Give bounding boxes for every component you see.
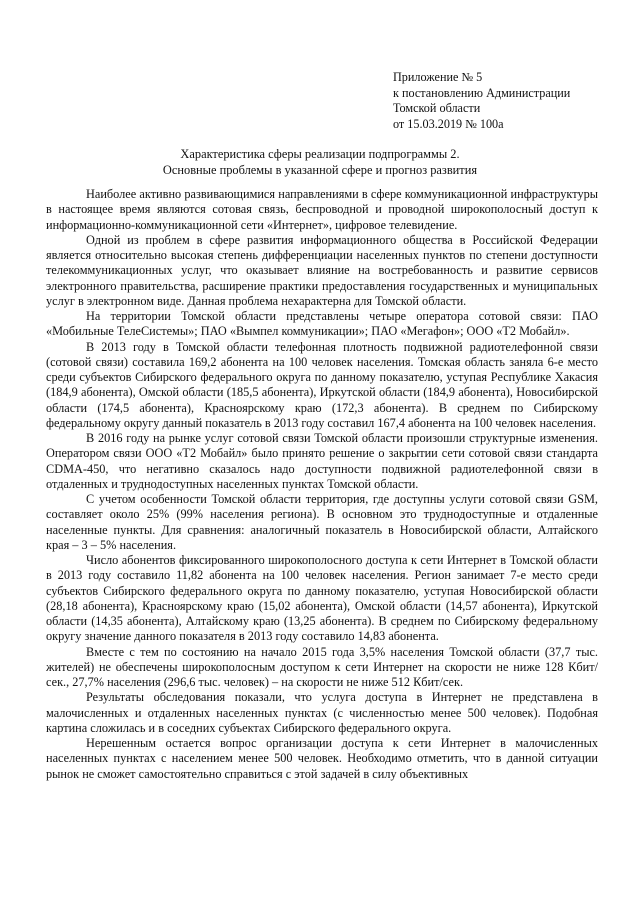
paragraph: В 2016 году на рынке услуг сотовой связи Томской области произошли структурные изменения. Оператором связи ООО «Т2 Мобайл» было принято решение о закрытии сети сотовой связи стандарта CDMA-450, что негативно сказалось надо доступности подвижной радиотелефонной связи в отдаленных и труднодоступных населенных пунктах Томской области. — [46, 431, 598, 491]
appendix-region: Томской области — [393, 101, 481, 116]
appendix-date: от 15.03.2019 № 100а — [393, 116, 504, 131]
paragraph: Одной из проблем в сфере развития информационного общества в Российской Федерации является относительно высокая степень дифференциации населенных пунктов по степени доступности телекоммуникационных услуг, что оказывает влияние на востребованность и развитие сервисов электронного правительства, расширение практики предоставления государственных и муниципальных услуг в электронном виде. Данная проблема нехарактерна для Томской области. — [46, 232, 598, 308]
document-body — [46, 187, 598, 782]
appendix-header — [393, 70, 613, 132]
paragraph: Число абонентов фиксированного широкополосного доступа к сети Интернет в Томской области в 2013 году составило 11,82 абонента на 100 человек населения. Регион занимает 7-е место среди субъектов Сибирского федерального округа по данному показателю, уступая Новосибирской области (28,18 абонента), Красноярскому краю (15,02 абонента), Омской области (14,57 абонента), Иркутской области (14,35 абонента), Алтайскому краю (13,25 абонента). В среднем по Сибирскому федеральному округу значение данного показателя в 2013 году составило 14,83 абонента. — [46, 553, 598, 644]
paragraph: Нерешенным остается вопрос организации доступа к сети Интернет в малочисленных населенных пунктах с населением менее 500 человек. Необходимо отметить, что в данной ситуации рынок не сможет самостоятельно справиться с этой задачей в силу объективных — [46, 736, 598, 781]
paragraph: Вместе с тем по состоянию на начало 2015 года 3,5% населения Томской области (37,7 тыс. жителей) не обеспечены широкополосным доступом к сети Интернет на скорости не ниже 128 Кбит/сек., 27,7% населения (296,6 тыс. человек) – на скорости не ниже 512 Кбит/сек. — [46, 644, 598, 689]
title-line-1: Характеристика сферы реализации подпрограммы 2. — [180, 147, 460, 161]
paragraph: В 2013 году в Томской области телефонная плотность подвижной радиотелефонной связи (сотовой связи) составила 169,2 абонента на 100 человек населения. Томская область заняла 6-е место среди субъектов Сибирского федерального округа по данному показателю, уступая Республике Хакасия (184,9 абонента), Омской области (185,5 абонента), Иркутской области (184,9 абонента), Новосибирской области (174,5 абонента), Красноярскому краю (172,3 абонента). В среднем по Сибирскому федеральному округу данный показатель в 2013 году составил 167,4 абонента на 100 человек населения. — [46, 339, 598, 430]
paragraph: С учетом особенности Томской области территория, где доступны услуги сотовой связи GSM, составляет около 25% (99% населения региона). В основном это труднодоступные и отдаленные населенные пункты. Для сравнения: аналогичный показатель в Новосибирской области, Алтайского края – 3 – 5% населения. — [46, 492, 598, 552]
paragraph: Результаты обследования показали, что услуга доступа в Интернет не представлена в малочисленных и отдаленных населенных пунктах (с численностью менее 500 человек). Подобная картина сложилась и в соседних субъектах Сибирского федерального округа. — [46, 690, 598, 735]
appendix-number: Приложение № 5 — [393, 70, 483, 84]
title-line-2: Основные проблемы в указанной сфере и прогноз развития — [162, 162, 478, 177]
paragraph: На территории Томской области представлены четыре оператора сотовой связи: ПАО «Мобильные ТелеСистемы»; ПАО «Вымпел коммуникации»; ПАО «Мегафон»; ООО «Т2 Мобайл». — [46, 309, 598, 339]
appendix-decree: к постановлению Администрации — [393, 85, 571, 100]
document-title — [40, 147, 600, 179]
paragraph: Наиболее активно развивающимися направлениями в сфере коммуникационной инфраструктуры в настоящее время являются сотовая связь, беспроводной и проводной широкополосный доступ к информационно-коммуникационной сети «Интернет», цифровое телевидение. — [46, 187, 598, 232]
